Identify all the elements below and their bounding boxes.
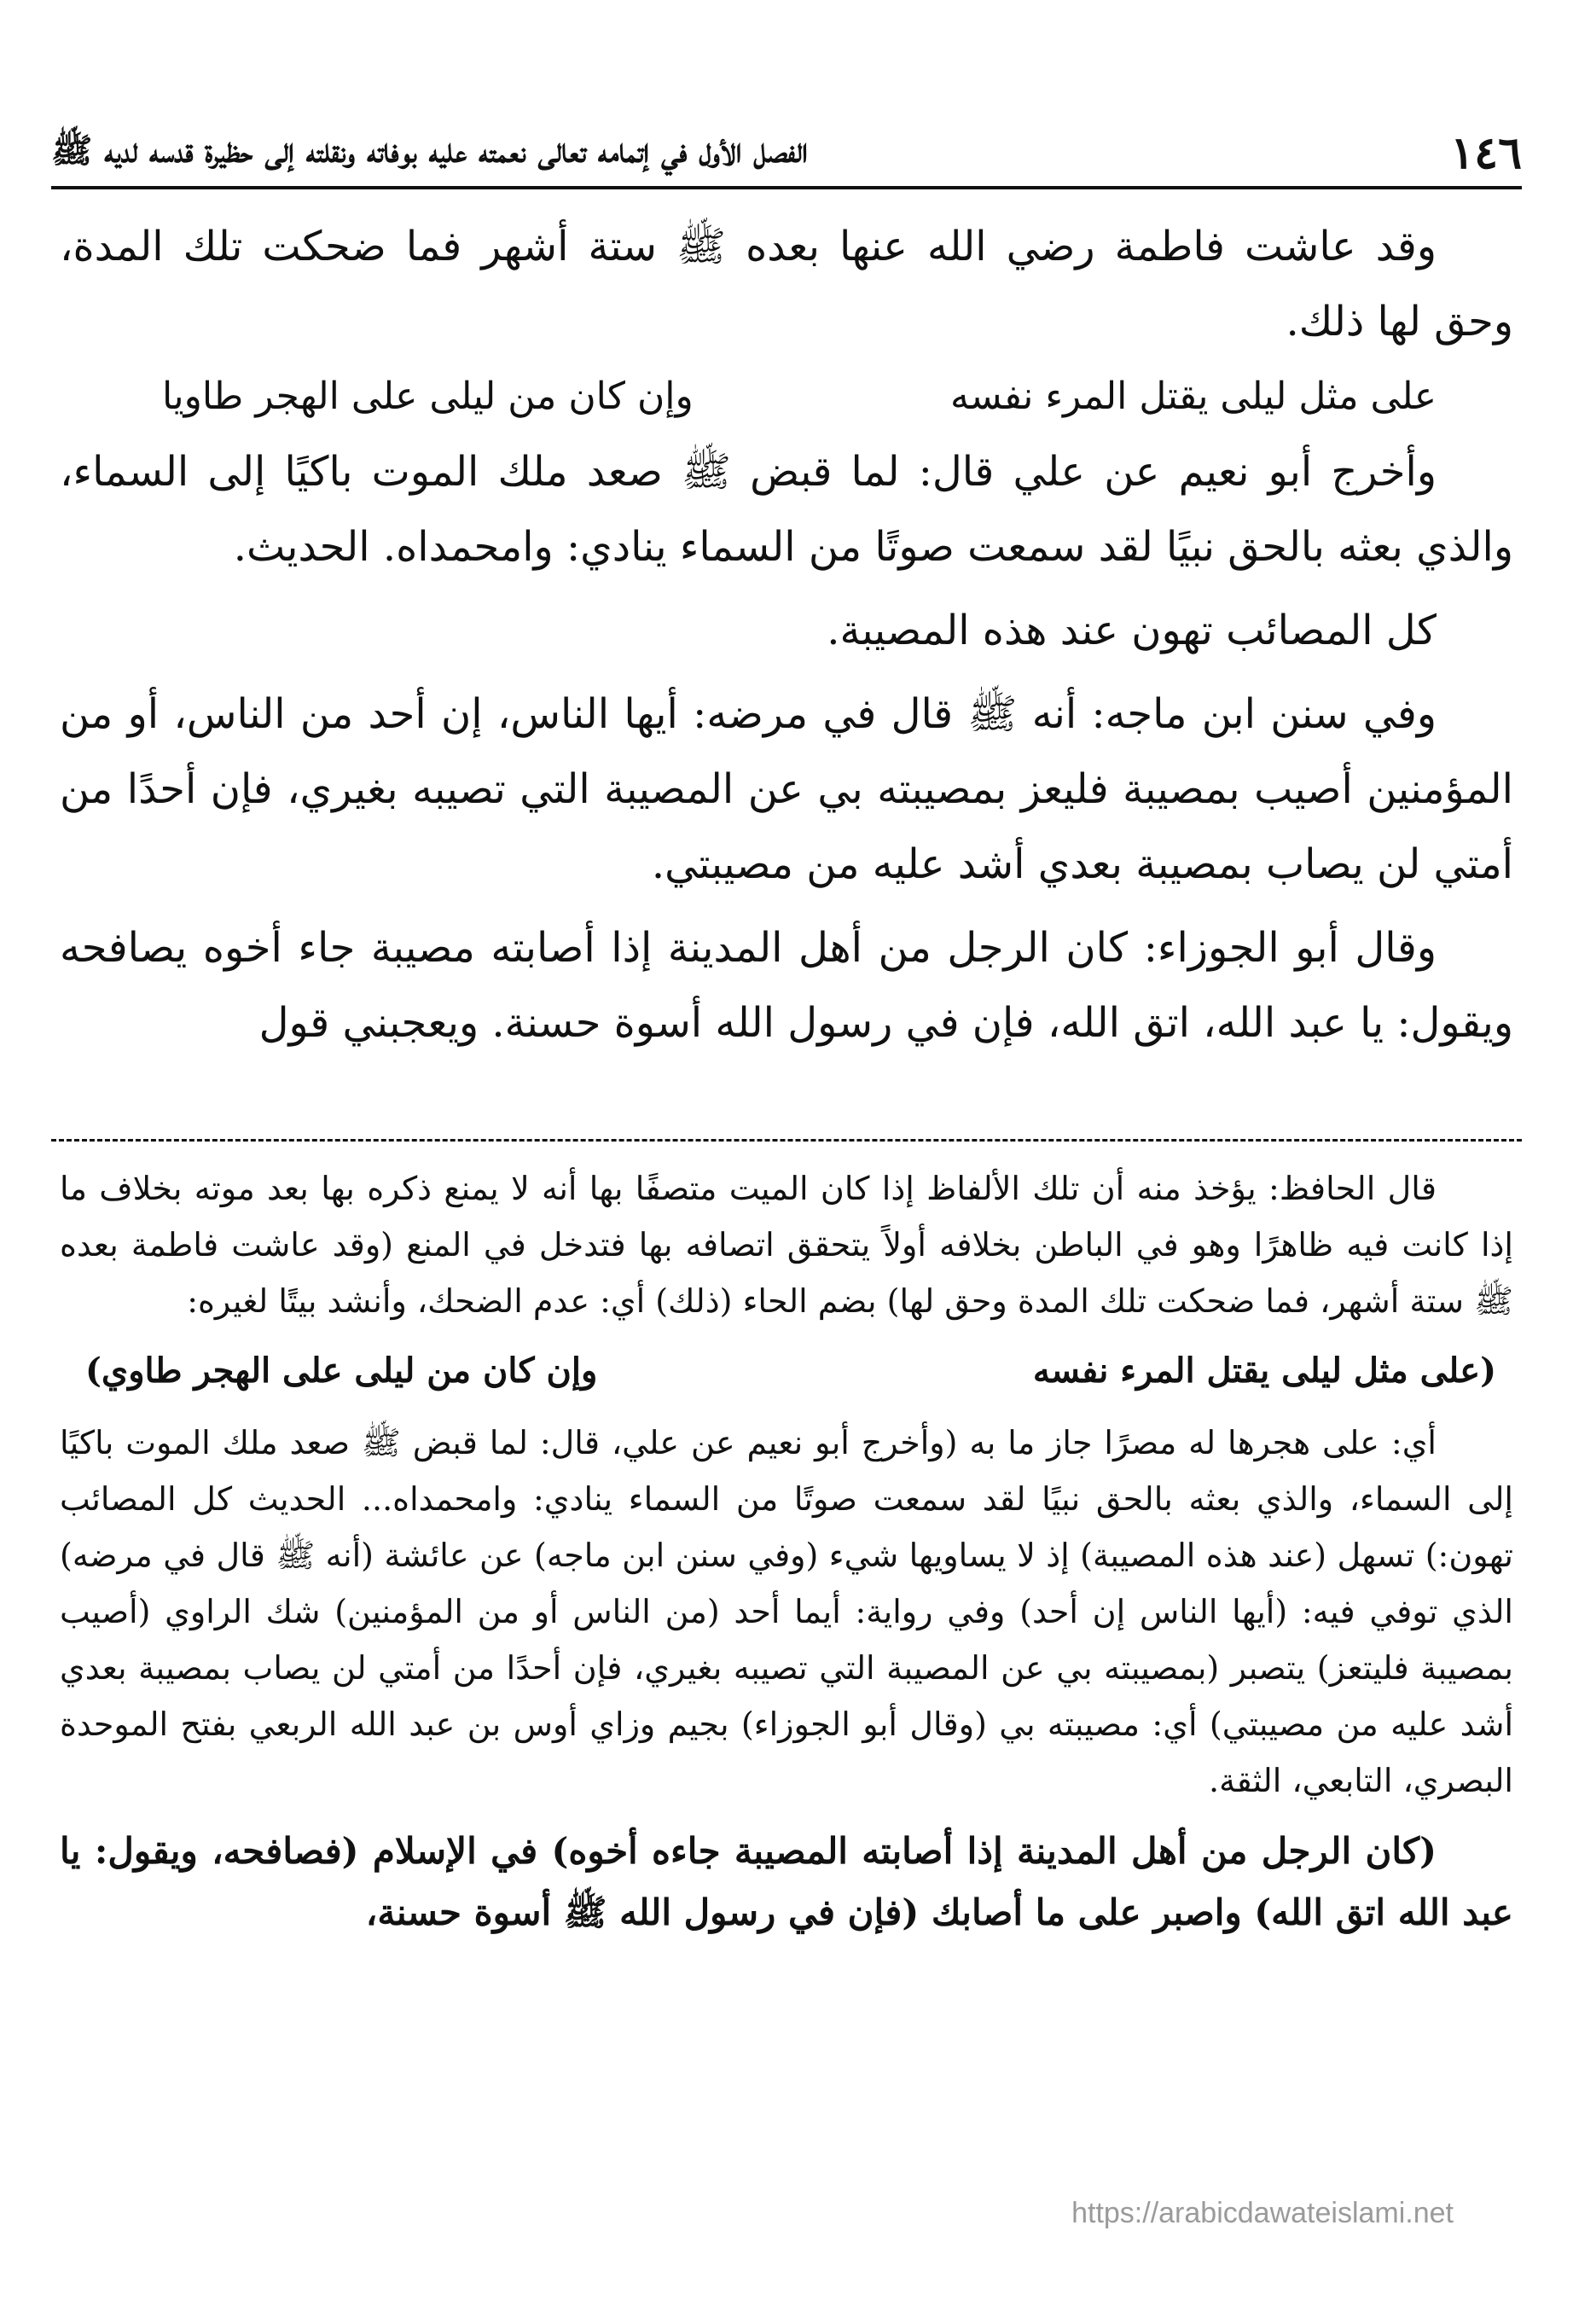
poetry-verse xyxy=(60,359,1513,434)
footnote-separator xyxy=(51,1139,1522,1142)
verse-first-hemistich: على مثل ليلى يقتل المرء نفسه xyxy=(949,375,1437,418)
commentary-paragraph: قال الحافظ: يؤخذ منه أن تلك الألفاظ إذا كان الميت متصفًا بها أنه لا يمنع ذكره بها بعد موته بخلاف ما إذا كانت فيه ظاهرًا وهو في الباطن بخلافه أولاً يتحقق اتصافه بها فتدخل في المنع (وقد عاشت فاطمة بعده ﷺ ستة أشهر، فما ضحكت تلك المدة وحق لها) بضم الحاء (ذلك) أي: عدم الضحك، وأنشد بيتًا لغيره: xyxy=(60,1170,1513,1320)
main-paragraph: وقد عاشت فاطمة رضي الله عنها بعده ﷺ ستة أشهر فما ضحكت تلك المدة، وحق لها ذلك. xyxy=(60,223,1513,346)
watermark-url: https://arabicdawateislami.net xyxy=(1071,2197,1454,2229)
verse-second-hemistich: وإن كان من ليلى على الهجر طاويا xyxy=(162,375,694,418)
header-rule xyxy=(51,186,1522,189)
main-text xyxy=(60,209,1513,1060)
main-paragraph: وفي سنن ابن ماجه: أنه ﷺ قال في مرضه: أيها الناس، إن أحد من الناس، أو من المؤمنين أصيب بمصيبة فليعز بمصيبته بي عن المصيبة التي تصيبه بغيري، فإن أحدًا من أمتي لن يصاب بمصيبة بعدي أشد عليه من مصيبتي. xyxy=(60,690,1513,888)
main-paragraph: وأخرج أبو نعيم عن علي قال: لما قبض ﷺ صعد ملك الموت باكيًا إلى السماء، والذي بعثه بالحق نبيًا لقد سمعت صوتًا من السماء ينادي: وامحمداه. الحديث. xyxy=(60,448,1513,571)
verse-second-hemistich: وإن كان من ليلى على الهجر طاوي) xyxy=(85,1351,598,1391)
commentary-paragraph: (كان الرجل من أهل المدينة إذا أصابته المصيبة جاءه أخوه) في الإسلام (فصافحه، ويقول: يا عبد الله اتق الله) واصبر على ما أصابك (فإن في رسول الله ﷺ أسوة حسنة، xyxy=(60,1830,1513,1933)
verse-first-hemistich: (على مثل ليلى يقتل المرء نفسه xyxy=(1032,1351,1496,1391)
running-title: الفصل الأول في إتمامه تعالى نعمته عليه بوفاته ونقلته إلى حظيرة قدسه لديه ﷺ xyxy=(51,131,808,171)
commentary-paragraph: أي: على هجرها له مصرًا جاز ما به (وأخرج أبو نعيم عن علي، قال: لما قبض ﷺ صعد ملك الموت باكيًا إلى السماء، والذي بعثه بالحق نبيًا لقد سمعت صوتًا من السماء ينادي: وامحمداه... الحديث كل المصائب تهون:) تسهل (عند هذه المصيبة) إذ لا يساويها شيء (وفي سنن ابن ماجه) عن عائشة (أنه ﷺ قال في مرضه) الذي توفي فيه: (أيها الناس إن أحد) وفي رواية: أيما أحد (من الناس أو من المؤمنين) شك الراوي (أصيب بمصيبة فليتعز) يتصبر (بمصيبته بي عن المصيبة التي تصيبه بغيري، فإن أحدًا من أمتي لن يصاب بمصيبة بعدي أشد عليه من مصيبتي) أي: مصيبته بي (وقال أبو الجوزاء) بجيم وزاي أوس بن عبد الله الربعي بفتح الموحدة البصري، التابعي، الثقة. xyxy=(60,1424,1513,1799)
page-header xyxy=(51,102,1522,179)
main-paragraph: وقال أبو الجوزاء: كان الرجل من أهل المدينة إذا أصابته مصيبة جاء أخوه يصافحه ويقول: يا عبد الله، اتق الله، فإن في رسول الله أسوة حسنة. ويعجبني قول xyxy=(60,924,1513,1047)
page-number: ١٤٦ xyxy=(1450,127,1522,179)
main-paragraph: كل المصائب تهون عند هذه المصيبة. xyxy=(827,607,1437,654)
commentary xyxy=(60,1160,1513,1943)
commentary-verse xyxy=(60,1341,1513,1401)
